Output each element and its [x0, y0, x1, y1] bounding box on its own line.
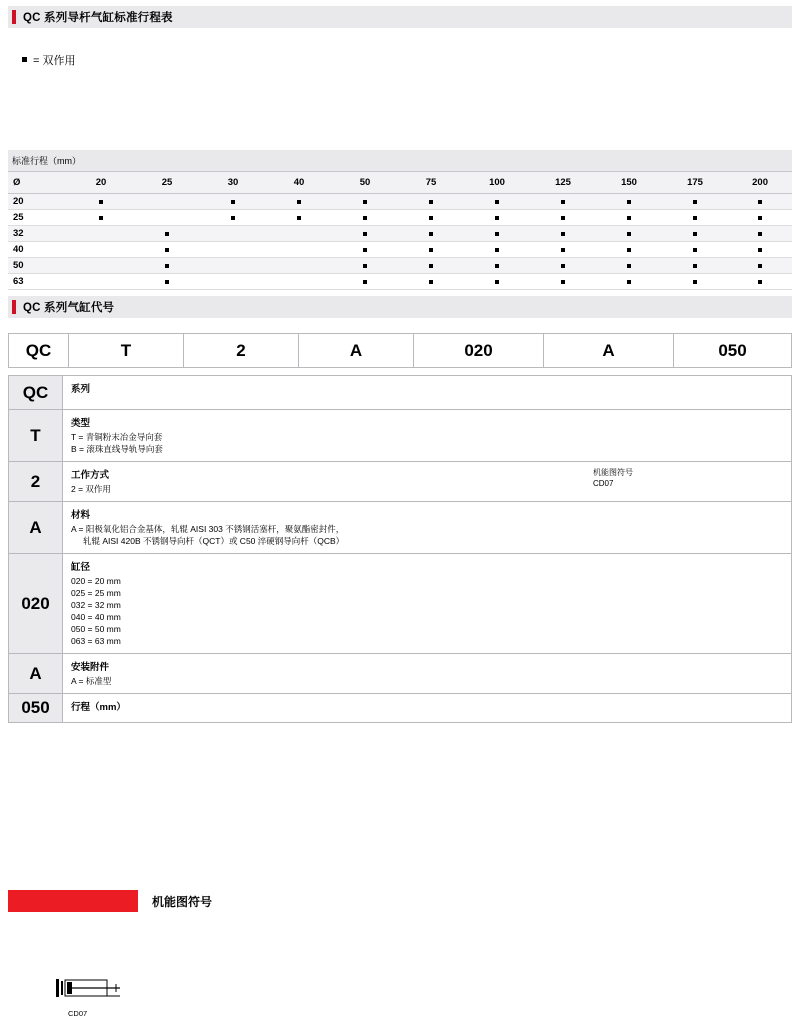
availability-cell	[332, 226, 398, 242]
availability-cell	[332, 210, 398, 226]
square-marker-icon	[627, 264, 631, 268]
code-description-line: 063 = 63 mm	[71, 636, 121, 646]
cylinder-symbol-icon	[50, 975, 130, 1003]
square-marker-icon	[758, 200, 762, 204]
code-description-heading: 行程（mm）	[71, 702, 126, 713]
part-code-row	[8, 333, 792, 368]
availability-cell	[596, 210, 662, 226]
availability-cell	[596, 274, 662, 290]
availability-cell	[68, 258, 134, 274]
symbol-note-value: CD07	[593, 479, 614, 488]
availability-cell	[464, 258, 530, 274]
availability-cell	[662, 226, 728, 242]
square-marker-icon	[495, 200, 499, 204]
square-marker-icon	[627, 280, 631, 284]
code-description-row	[9, 376, 791, 410]
square-marker-icon	[693, 264, 697, 268]
square-marker-icon	[561, 264, 565, 268]
column-header-stroke: 100	[464, 172, 530, 194]
square-marker-icon	[165, 232, 169, 236]
availability-cell	[134, 194, 200, 210]
section-header-stroke-table	[8, 6, 792, 28]
square-marker-icon	[758, 264, 762, 268]
square-marker-icon	[758, 216, 762, 220]
square-marker-icon	[758, 280, 762, 284]
column-header-stroke: 125	[530, 172, 596, 194]
table-row	[8, 274, 792, 290]
square-marker-icon	[627, 248, 631, 252]
square-marker-icon	[495, 216, 499, 220]
code-key: 020	[9, 554, 63, 653]
square-marker-icon	[363, 232, 367, 236]
availability-cell	[68, 274, 134, 290]
column-header-stroke: 25	[134, 172, 200, 194]
square-marker-icon	[99, 216, 103, 220]
banner-label: 机能图符号	[152, 894, 213, 909]
stroke-table-wrapper	[8, 150, 792, 290]
code-description-body	[63, 376, 791, 409]
square-marker-icon	[561, 232, 565, 236]
availability-cell	[728, 226, 792, 242]
code-description-heading: 系列	[71, 384, 91, 395]
square-marker-icon	[165, 248, 169, 252]
code-description-row	[9, 462, 791, 502]
code-description-line: A = 标准型	[71, 676, 112, 686]
square-marker-icon	[627, 216, 631, 220]
part-code-segment-6: 050	[718, 340, 747, 360]
availability-cell	[266, 226, 332, 242]
square-marker-icon	[561, 248, 565, 252]
availability-cell	[464, 242, 530, 258]
availability-cell	[266, 274, 332, 290]
square-marker-icon	[429, 248, 433, 252]
column-header-stroke: 40	[266, 172, 332, 194]
square-marker-icon	[231, 200, 235, 204]
square-marker-icon	[693, 216, 697, 220]
availability-cell	[662, 210, 728, 226]
availability-cell	[266, 242, 332, 258]
square-marker-icon	[561, 280, 565, 284]
code-description-line: 2 = 双作用	[71, 484, 111, 494]
availability-cell	[596, 194, 662, 210]
availability-cell	[398, 242, 464, 258]
square-marker-icon	[363, 248, 367, 252]
availability-cell	[200, 242, 266, 258]
availability-cell	[398, 194, 464, 210]
column-header-bore: Ø	[8, 172, 68, 194]
column-header-stroke: 200	[728, 172, 792, 194]
square-marker-icon	[297, 200, 301, 204]
code-description-row	[9, 554, 791, 654]
availability-cell	[398, 226, 464, 242]
part-code-segment-2: 2	[184, 334, 299, 367]
code-key: 050	[9, 694, 63, 722]
row-header-bore: 25	[8, 210, 68, 226]
code-description-heading: 材料	[71, 510, 91, 521]
code-key: T	[9, 410, 63, 461]
square-marker-icon	[165, 264, 169, 268]
code-key: 2	[9, 462, 63, 501]
square-marker-icon	[429, 216, 433, 220]
availability-cell	[398, 258, 464, 274]
code-description-body	[63, 410, 791, 461]
square-marker-icon	[231, 216, 235, 220]
square-marker-icon	[693, 280, 697, 284]
availability-cell	[200, 226, 266, 242]
square-marker-icon	[758, 248, 762, 252]
square-marker-icon	[561, 216, 565, 220]
row-header-bore: 20	[8, 194, 68, 210]
code-description-heading: 缸径	[71, 562, 91, 573]
availability-cell	[530, 226, 596, 242]
availability-cell	[200, 274, 266, 290]
part-code-segment-5: A	[544, 334, 674, 367]
square-marker-icon	[429, 264, 433, 268]
code-description-heading: 工作方式	[71, 470, 110, 481]
availability-cell	[728, 194, 792, 210]
availability-cell	[728, 242, 792, 258]
square-marker-icon	[495, 248, 499, 252]
column-header-stroke: 20	[68, 172, 134, 194]
availability-cell	[68, 194, 134, 210]
code-description-body	[63, 462, 791, 501]
availability-cell	[662, 242, 728, 258]
code-description-line: 040 = 40 mm	[71, 612, 121, 622]
column-header-stroke: 150	[596, 172, 662, 194]
availability-cell	[464, 194, 530, 210]
symbol-note-title: 机能图符号	[593, 468, 633, 477]
availability-cell	[266, 210, 332, 226]
availability-cell	[134, 242, 200, 258]
square-marker-icon	[363, 264, 367, 268]
code-description-row	[9, 410, 791, 462]
section-title: QC 系列气缸代号	[23, 302, 115, 314]
availability-cell	[464, 210, 530, 226]
code-description-heading: 类型	[71, 418, 91, 429]
availability-cell	[332, 194, 398, 210]
availability-cell	[200, 194, 266, 210]
table-row	[8, 226, 792, 242]
availability-cell	[464, 226, 530, 242]
square-marker-icon	[693, 232, 697, 236]
availability-cell	[464, 274, 530, 290]
part-code-segment-3: A	[299, 334, 414, 367]
banner-color-block	[8, 890, 138, 912]
availability-cell	[530, 274, 596, 290]
code-description-line: 050 = 50 mm	[71, 624, 121, 634]
accent-bar	[12, 10, 16, 24]
stroke-table-header-row	[8, 172, 792, 194]
stroke-table	[8, 150, 792, 290]
availability-cell	[596, 258, 662, 274]
availability-cell	[134, 274, 200, 290]
square-marker-icon	[561, 200, 565, 204]
availability-cell	[728, 258, 792, 274]
table-row	[8, 194, 792, 210]
code-description-row	[9, 654, 791, 694]
square-marker-icon	[363, 280, 367, 284]
square-marker-icon	[495, 232, 499, 236]
availability-cell	[200, 258, 266, 274]
part-code-segment-4: 020	[414, 334, 544, 367]
column-header-stroke: 75	[398, 172, 464, 194]
square-marker-icon	[495, 264, 499, 268]
availability-cell	[530, 210, 596, 226]
square-marker-icon	[297, 216, 301, 220]
code-description-body	[63, 554, 791, 653]
code-description-body	[63, 502, 791, 553]
availability-cell	[530, 258, 596, 274]
code-description-line: 020 = 20 mm	[71, 576, 121, 586]
square-marker-icon	[22, 57, 27, 62]
square-marker-icon	[429, 232, 433, 236]
code-description-row	[9, 502, 791, 554]
section-header-code	[8, 296, 792, 318]
function-symbol-drawing	[50, 975, 130, 1018]
column-header-stroke: 30	[200, 172, 266, 194]
legend-double-acting	[22, 52, 75, 68]
square-marker-icon	[363, 200, 367, 204]
availability-cell	[398, 274, 464, 290]
accent-bar	[12, 300, 16, 314]
availability-cell	[662, 274, 728, 290]
availability-cell	[266, 194, 332, 210]
square-marker-icon	[429, 200, 433, 204]
availability-cell	[68, 210, 134, 226]
availability-cell	[332, 242, 398, 258]
availability-cell	[728, 274, 792, 290]
code-description-line: 032 = 32 mm	[71, 600, 121, 610]
row-header-bore: 50	[8, 258, 68, 274]
code-description-heading: 安装附件	[71, 662, 110, 673]
availability-cell	[596, 242, 662, 258]
column-header-stroke: 50	[332, 172, 398, 194]
code-key: QC	[9, 376, 63, 409]
availability-cell	[530, 242, 596, 258]
function-symbol-banner	[8, 890, 212, 912]
square-marker-icon	[627, 232, 631, 236]
column-header-stroke: 175	[662, 172, 728, 194]
row-header-bore: 32	[8, 226, 68, 242]
availability-cell	[332, 274, 398, 290]
square-marker-icon	[758, 232, 762, 236]
code-description-line: 025 = 25 mm	[71, 588, 121, 598]
code-description-table	[8, 375, 792, 723]
availability-cell	[266, 258, 332, 274]
code-description-row	[9, 694, 791, 722]
availability-cell	[68, 242, 134, 258]
code-description-body	[63, 694, 791, 722]
square-marker-icon	[495, 280, 499, 284]
code-description-line: A = 阳极氧化铝合金基体，轧辊 AISI 303 不锈钢活塞杆，聚氨酯密封件，	[71, 524, 345, 534]
availability-cell	[398, 210, 464, 226]
legend-label: = 双作用	[33, 55, 76, 67]
square-marker-icon	[429, 280, 433, 284]
part-code-segment-0: QC	[9, 334, 69, 367]
stroke-table-caption-row	[8, 150, 792, 172]
square-marker-icon	[363, 216, 367, 220]
code-description-line: B = 滚珠直线导轨导向套	[71, 444, 163, 454]
square-marker-icon	[693, 200, 697, 204]
square-marker-icon	[99, 200, 103, 204]
symbol-caption: CD07	[68, 1009, 88, 1018]
code-key: A	[9, 654, 63, 693]
code-key: A	[9, 502, 63, 553]
availability-cell	[134, 226, 200, 242]
availability-cell	[134, 210, 200, 226]
code-description-line: T = 青铜粉末冶金导向套	[71, 432, 163, 442]
availability-cell	[662, 258, 728, 274]
availability-cell	[68, 226, 134, 242]
section-title: QC 系列导杆气缸标准行程表	[23, 12, 173, 24]
table-row	[8, 210, 792, 226]
code-description-body	[63, 654, 791, 693]
square-marker-icon	[693, 248, 697, 252]
row-header-bore: 40	[8, 242, 68, 258]
table-row	[8, 258, 792, 274]
stroke-table-caption: 标准行程（mm）	[8, 150, 792, 172]
availability-cell	[596, 226, 662, 242]
availability-cell	[728, 210, 792, 226]
availability-cell	[530, 194, 596, 210]
availability-cell	[134, 258, 200, 274]
table-row	[8, 242, 792, 258]
availability-cell	[662, 194, 728, 210]
square-marker-icon	[627, 200, 631, 204]
availability-cell	[332, 258, 398, 274]
row-header-bore: 63	[8, 274, 68, 290]
square-marker-icon	[165, 280, 169, 284]
part-code-segment-1: T	[69, 334, 184, 367]
code-description-line: 轧辊 AISI 420B 不锈钢导向杆（QCT）或 C50 淬硬钢导向杆（QCB）	[83, 536, 345, 546]
symbol-note	[593, 467, 633, 489]
availability-cell	[200, 210, 266, 226]
